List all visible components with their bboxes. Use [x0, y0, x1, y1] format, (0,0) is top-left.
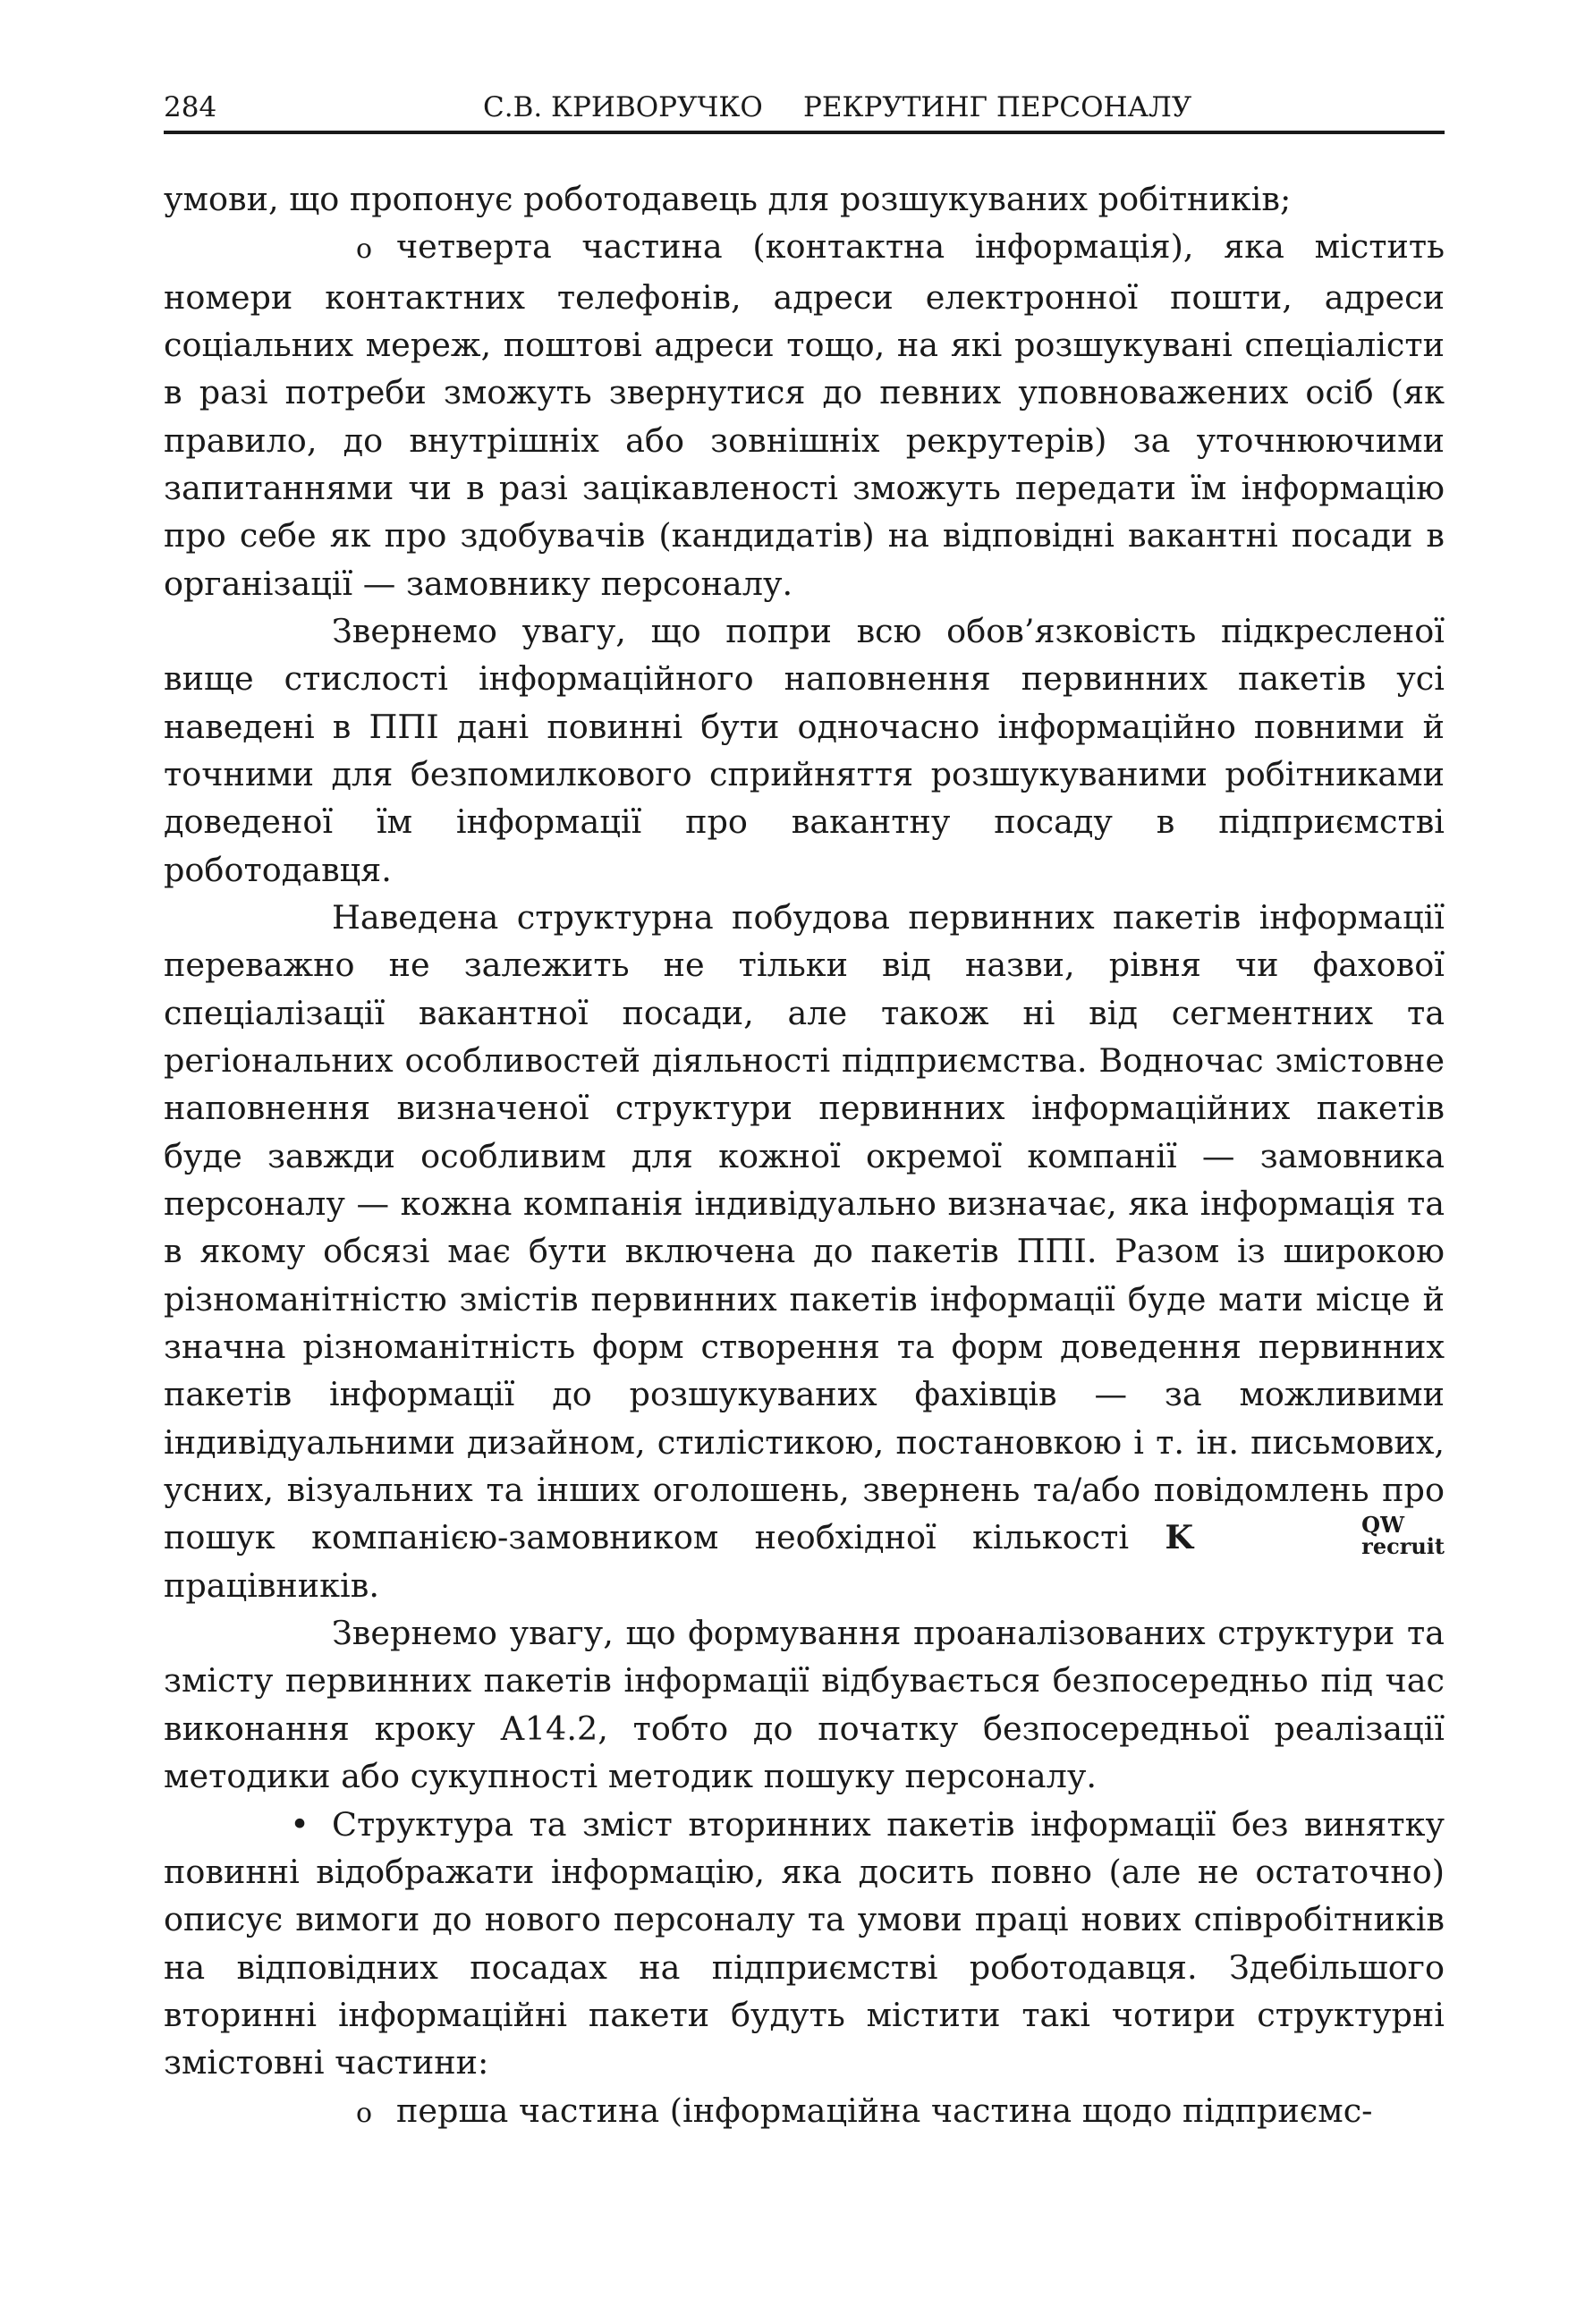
header-author: С.В. КРИВОРУЧКО: [483, 91, 763, 123]
paragraph-text: працівників.: [164, 1565, 379, 1605]
list-item-bullet: [164, 1801, 1445, 2087]
page-number: 284: [164, 91, 217, 123]
paragraph-text: Наведена структурна побудова первинних пакетів інформації переважно не залежить не тільки від назви, рівня чи фахової спеціалізації вакантної посади, але також ні від сегментних та регіональних особливостей діяльності підприємства. Водночас змістовне наповнення визначеної структури первинних інформаційних пакетів буде завжди особливим для кожної окремої компанії — замовника персоналу — кожна компанія індивідуально визначає, яка інформація та в якому обсязі має бути включена до пакетів ППІ. Разом із широкою різноманітністю змістів первинних пакетів інформації буде мати місце й значна різноманітність форм створення та форм доведення первинних пакетів інформації до розшукуваних фахівців — за можливими індивідуальними дизайном, стилістикою, постановкою і т. ін. письмових, усних, візуальних та інших оголошень, звернень та/або повідомлень про пошук компанією-замовником необхідної кількості: [164, 897, 1445, 1557]
circle-bullet-marker: o: [355, 233, 373, 266]
paragraph-with-formula: [164, 894, 1445, 1609]
paragraph: Звернемо увагу, що формування проаналізованих структури та змісту первинних пакетів інформації відбувається безпосередньо під час виконання кроку А14.2, тобто до початку безпосередньої реалізації методики або сукупності методик пошуку персоналу.: [164, 1614, 1445, 1796]
paragraph: Звернемо увагу, що попри всю обов’язковість підкресленої вище стислості інформаційного наповнення первинних пакетів усі наведені в ППІ дані повинні бути одночасно інформаційно повними й точними для безпомилкового сприйняття розшукуваними робітниками доведеної їм інформації про вакантну посаду в підприємстві роботодавця.: [164, 611, 1445, 889]
list-item-circle: [164, 223, 1445, 607]
paragraph: четверта частина (контактна інформація), яка містить номери контактних телефонів, адреси електронної пошти, адреси соціальних мереж, поштові адреси тощо, на які розшукувані спеціалісти в разі потреби зможуть звернутися до певних уповноважених осіб (як правило, до внутрішніх або зовнішніх рекрутерів) за уточнюючими запитаннями чи в разі зацікавленості зможуть передати їм інформацію про себе як про здобувачів (кандидатів) на відповідні вакантні посади в організації — замовнику персоналу.: [164, 227, 1445, 603]
header-book-title: РЕКРУТИНГ ПЕРСОНАЛУ: [803, 91, 1192, 123]
circle-bullet-marker: o: [355, 2097, 373, 2129]
bullet-marker: •: [290, 1804, 309, 1844]
running-header: [164, 81, 1445, 134]
paragraph: перша частина (інформаційна частина щодо підприємс-: [396, 2091, 1373, 2130]
formula-k-recruit: K QW recruit: [1165, 1511, 1445, 1559]
paragraph: умови, що пропонує роботодавець для розшукуваних робітників;: [164, 180, 1292, 218]
body-text: [164, 175, 1445, 2137]
paragraph: Структура та зміст вторинних пакетів інформації без винятку повинні відображати інформацію, яка досить повно (але не остаточно) описує вимоги до нового персоналу та умови праці нових співробітників на відповідних посадах на підприємстві роботодавця. Здебільшого вторинні інформаційні пакети будуть містити такі чотири структурні змістовні частини:: [164, 1804, 1445, 2082]
list-item-circle: [164, 2087, 1445, 2137]
